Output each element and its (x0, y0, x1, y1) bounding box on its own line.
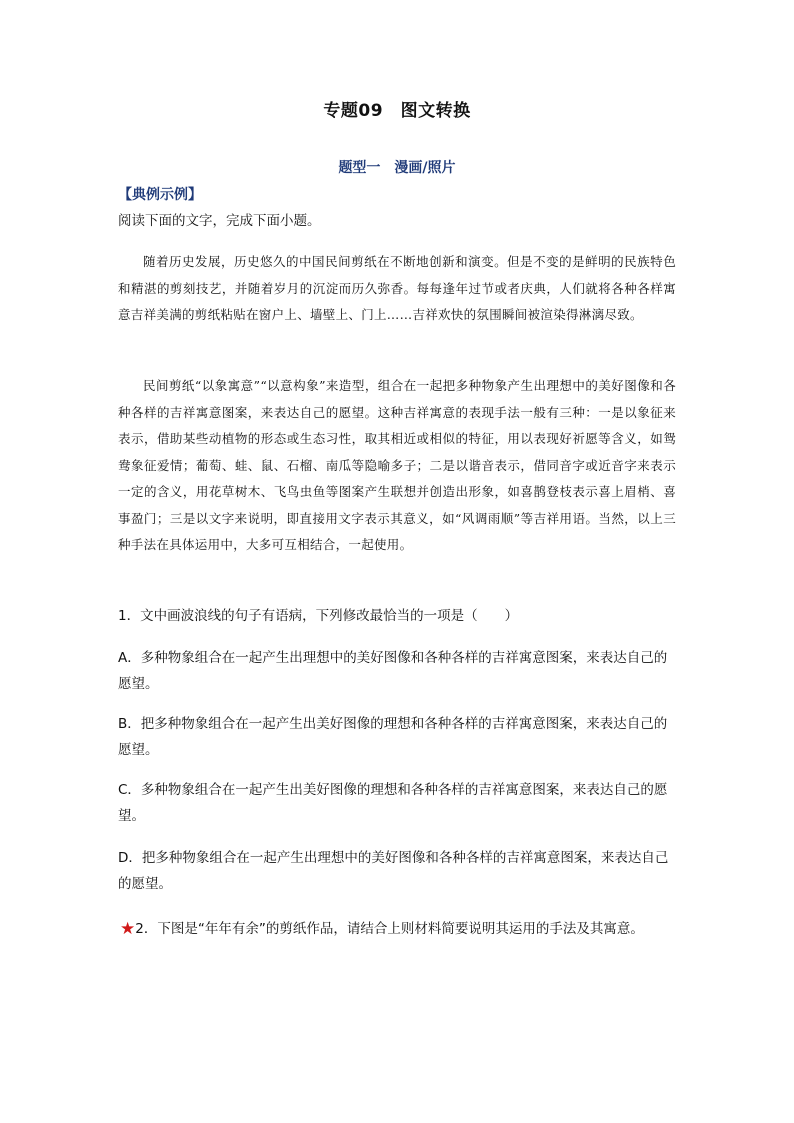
star-icon: ★ (120, 919, 136, 939)
option-b: B．把多种物象组合在一起产生出美好图像的理想和各种各样的吉祥寓意图案，来表达自己的愿望。 (118, 716, 668, 758)
reading-instruction: 阅读下面的文字，完成下面小题。 (118, 213, 321, 229)
option-d: D．把多种物象组合在一起产生出理想中的美好图像和各种各样的吉祥寓意图案，来表达自己的愿望。 (118, 850, 669, 892)
question-2 (120, 915, 690, 942)
passage-paragraph-2: 民间剪纸“以象寓意”“以意构象”来造型，组合在一起把多种物象产生出理想中的美好图像和各种各样的吉祥寓意图案，来表达自己的愿望。这种吉祥寓意的表现手法一般有三种：一是以象征来表示，借助某些动植物的形态或生态习性，取其相近或相似的特征，用以表现好祈愿等含义，如鸳鸯象征爱情；葡萄、蛙、鼠、石榴、南瓜等隐喻多子；二是以谐音表示，借同音字或近音字来表示一定的含义，用花草树木、飞鸟虫鱼等图案产生联想并创造出形象，如喜鹊登枝表示喜上眉梢、喜事盈门；三是以文字来说明，即直接用文字表示其意义，如“风调雨顺”等吉祥用语。当然，以上三种手法在具体运用中，大多可互相结合，一起使用。 (118, 378, 676, 552)
example-tag: 【典例示例】 (118, 187, 202, 203)
question-1: 1．文中画波浪线的句子有语病，下列修改最恰当的一项是（ ） (118, 608, 519, 624)
option-a: A．多种物象组合在一起产生出理想中的美好图像和各种各样的吉祥寓意图案，来表达自己的愿望。 (118, 650, 668, 692)
section-subtitle: 题型一 漫画/照片 (338, 160, 456, 176)
passage-paragraph-1: 随着历史发展，历史悠久的中国民间剪纸在不断地创新和演变。但是不变的是鲜明的民族特色和精湛的剪刻技艺，并随着岁月的沉淀而历久弥香。每每逢年过节或者庆典，人们就将各种各样寓意吉祥美满的剪纸粘贴在窗户上、墙壁上、门上……吉祥欢快的氛围瞬间被渲染得淋漓尽致。 (118, 254, 676, 322)
page-title: 专题09 图文转换 (323, 101, 471, 121)
question-2-text: 2．下图是“年年有余”的剪纸作品，请结合上则材料简要说明其运用的手法及其寓意。 (135, 921, 644, 937)
option-c: C．多种物象组合在一起产生出美好图像的理想和各种各样的吉祥寓意图案，来表达自己的愿望。 (118, 782, 668, 824)
